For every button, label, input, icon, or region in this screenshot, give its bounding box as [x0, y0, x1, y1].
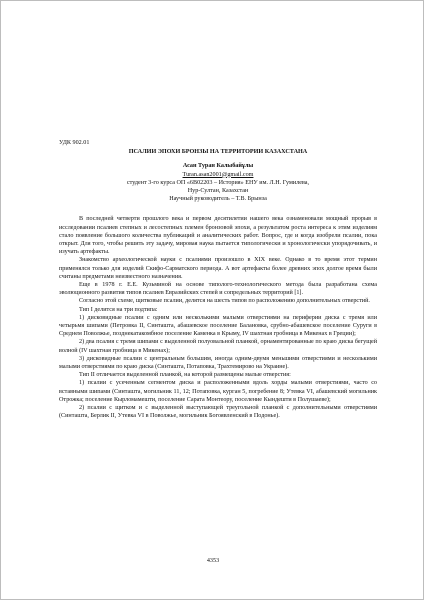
paragraph: 2) два псалия с тремя шипами с выделенной полуовальной планкой, орнаментированные по краю диска бегущей волной (IV шахтная гробница в Микенах); [59, 339, 377, 354]
article-body [59, 139, 377, 421]
paragraph: 1) дисковидные псалии с одним или несколькими малыми отверстиями на периферии диска с тремя или четырьмя шипами (Петровка II, Синташта, абашевское поселение Балановка, срубно-абашевское поселение Суруги в Среднем Поволжье, позднекатакомбное поселение Каменка в Крыму, IV шахтная гробница в Микенах в Греции); [59, 314, 377, 338]
author-name: Асан Туран Калыбайұлы [182, 163, 254, 170]
paragraph: 1) псалии с усеченным сегментом диска и расположенными вдоль хорды малыми отверстиями, часто со вставными шипами (Синташта, могильник 11, 12; Потаповка, курган 5, погребение 8; Утевка VI, абашевский могильник Отрожка; поселение Кырломамешти, поселение Сарата Монтеору, поселение Кындешти в Полушаеве); [59, 380, 377, 403]
paragraph: Тип II отличается выделенной планкой, на которой размещены малые отверстия: [79, 372, 291, 379]
page-number: 4353 [206, 558, 220, 564]
paragraph: Тип I делится на три подтипа: [79, 306, 158, 313]
author-affiliation: студент 3-го курса ОП «6В02203 – История» ЕНУ им. Л.Н. Гумилева, [126, 179, 310, 186]
paragraph: 3) дисковидные псалии с центральным большим, иногда одним-двумя меньшими отверстиями и несколькими малыми отверстиями по краю диска (Синташта, Потаповка, Трахтемирово на Украине). [59, 355, 377, 371]
author-email-link[interactable]: Turan.asan2001@gmail.com [182, 171, 254, 178]
paragraph: Согласно этой схеме, щитковые псалии, делятся на шесть типов по расположению дополнительных отверстий. [79, 298, 370, 305]
author-location: Нур-Султан, Казахстан [187, 188, 249, 195]
author-block [59, 162, 377, 203]
udk-code: УДК 902.01 [59, 140, 90, 146]
paragraph: Знакомство археологической науки с псалиями произошло в XIX веке. Однако в то время этот термин применялся только для изделий Скифо-Сарматского периода. А вот артефакты более древних эпох долгое время были считаны предметами неизвестного назначения. [59, 257, 377, 280]
paragraph: Еще в 1978 г. Е.Е. Кузьминой на основе типолого-технологического метода была разработана схема эволюционного развития типов псалиев Евразийских степей и сопредельных территорий [1]. [59, 282, 377, 297]
article-title: ПСАЛИИ ЭПОХИ БРОНЗЫ НА ТЕРРИТОРИИ КАЗАХСТАНА [128, 149, 308, 156]
paragraph: В последней четверти прошлого века и первом десятилетии нашего века ознаменовали мощный прорыв в исследовании псалиев степных и лесостепных племен бронзовой эпохи, а результатом роста интереса к этим изделиям стало появление большого количества публикаций и аналитических работ. Вопрос, где и когда изобрели псалии, пока открыт. Для того, чтобы решить эту задачу, мировая наука пытается типологически и хронологически упорядочивать, и изучать артефакты. [59, 216, 377, 256]
scientific-advisor: Научный руководитель – Т.В. Брынза [169, 196, 267, 203]
paragraph: 2) псалии с щитком и с выделенной выступающей треугольной планкой с дополнительными отверстиями (Синташта, Берлик II, Утевка VI в Поволжье, могильник Богоявленский в Подонье). [59, 405, 377, 420]
